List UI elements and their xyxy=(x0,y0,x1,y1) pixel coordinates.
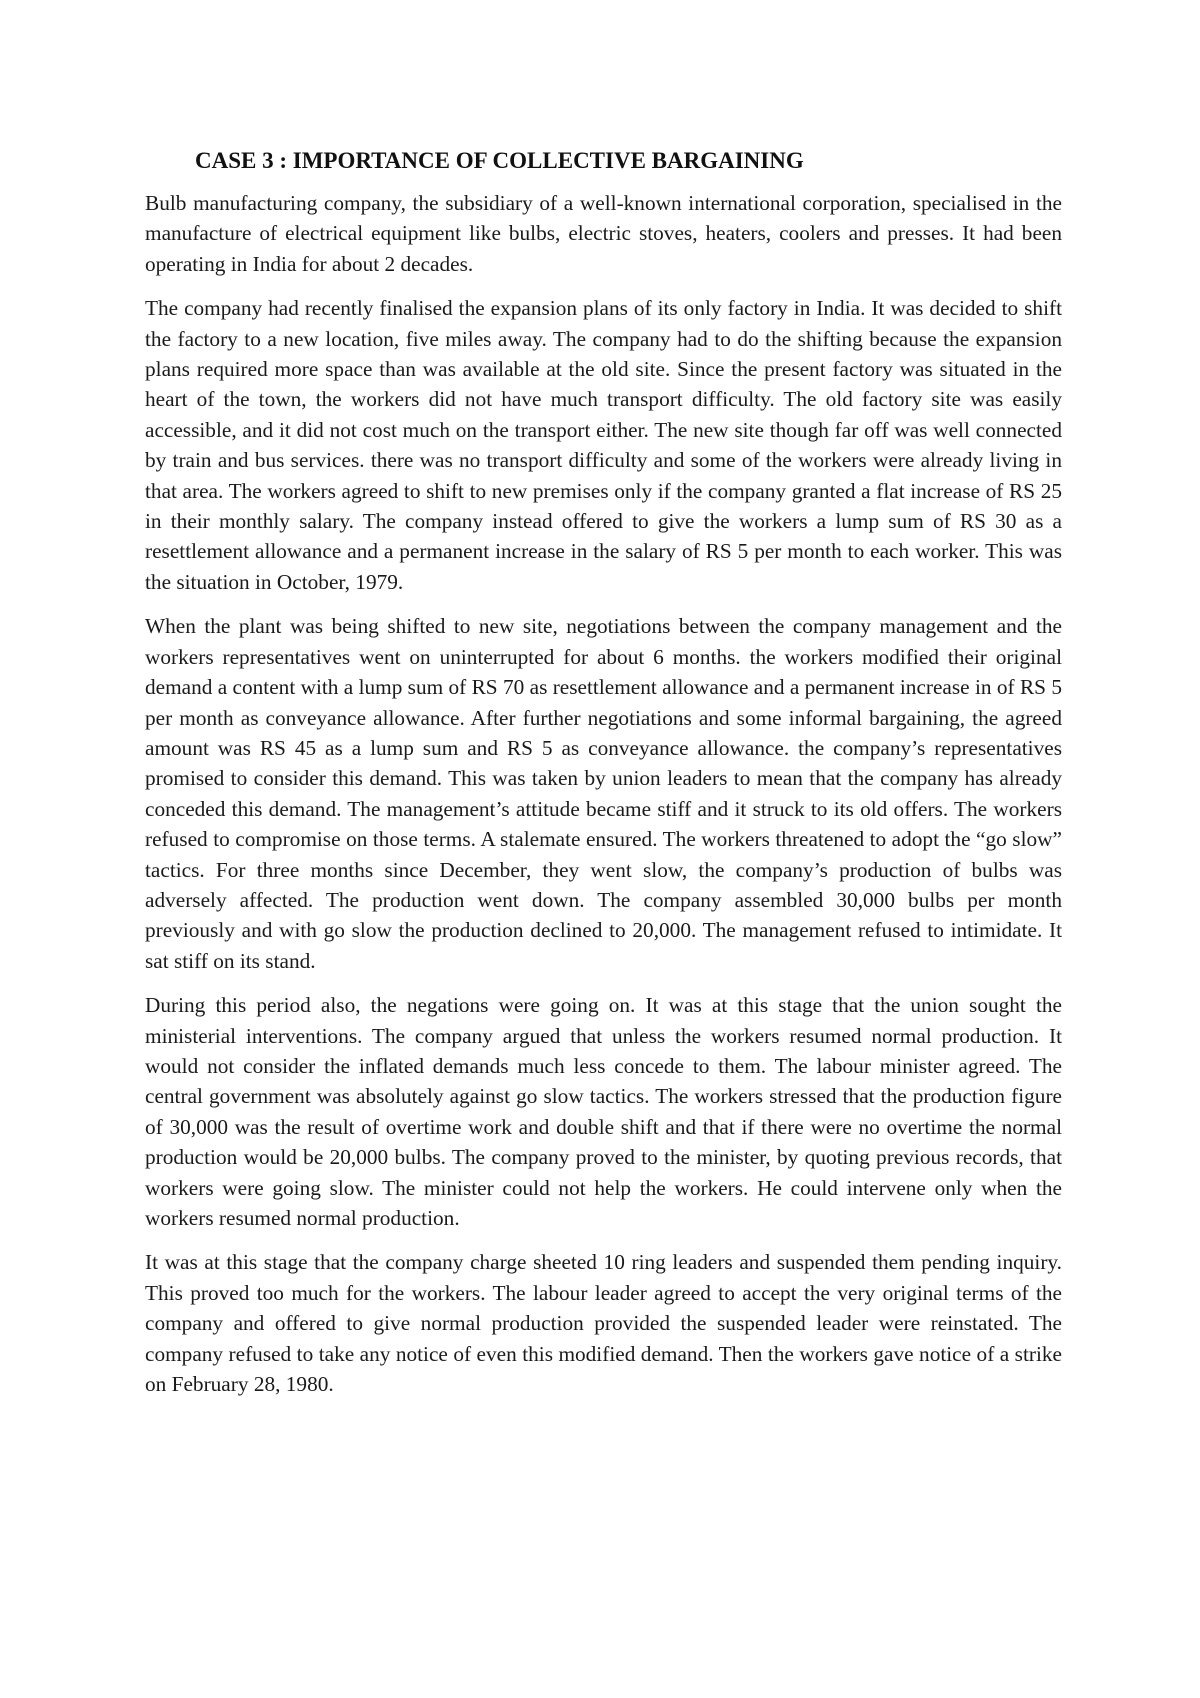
document-body xyxy=(145,146,1062,1413)
paragraph-expansion-plans: The company had recently finalised the expansion plans of its only factory in India. It was decided to shift the factory to a new location, five miles away. The company had to do the shifting because the expansion plans required more space than was available at the old site. Since the present factory was situated in the heart of the town, the workers did not have much transport difficulty. The old factory site was easily accessible, and it did not cost much on the transport either. The new site though far off was well connected by train and bus services. there was no transport difficulty and some of the workers were already living in that area. The workers agreed to shift to new premises only if the company granted a flat increase of RS 25 in their monthly salary. The company instead offered to give the workers a lump sum of RS 30 as a resettlement allowance and a permanent increase in the salary of RS 5 per month to each worker. This was the situation in October, 1979. xyxy=(145,296,1062,594)
paragraph-company-intro: Bulb manufacturing company, the subsidiary of a well-known international corporation, specialised in the manufacture of electrical equipment like bulbs, electric stoves, heaters, coolers and presses. It had been operating in India for about 2 decades. xyxy=(145,191,1062,276)
paragraph-strike-notice: It was at this stage that the company charge sheeted 10 ring leaders and suspended them pending inquiry. This proved too much for the workers. The labour leader agreed to accept the very original terms of the company and offered to give normal production provided the suspended leader were reinstated. The company refused to take any notice of even this modified demand. Then the workers gave notice of a strike on February 28, 1980. xyxy=(145,1250,1062,1397)
case-title: CASE 3 : IMPORTANCE OF COLLECTIVE BARGAINING xyxy=(195,148,804,173)
paragraph-negotiations: When the plant was being shifted to new site, negotiations between the company management and the workers representatives went on uninterrupted for about 6 months. the workers modified their original demand a content with a lump sum of RS 70 as resettlement allowance and a permanent increase in of RS 5 per month as conveyance allowance. After further negotiations and some informal bargaining, the agreed amount was RS 45 as a lump sum and RS 5 as conveyance allowance. the company’s representatives promised to consider this demand. This was taken by union leaders to mean that the company has already conceded this demand. The management’s attitude became stiff and it struck to its old offers. The workers refused to compromise on those terms. A stalemate ensured. The workers threatened to adopt the “go slow” tactics. For three months since December, they went slow, the company’s production of bulbs was adversely affected. The production went down. The company assembled 30,000 bulbs per month previously and with go slow the production declined to 20,000. The management refused to intimidate. It sat stiff on its stand. xyxy=(145,614,1062,973)
paragraph-ministerial-intervention: During this period also, the negations were going on. It was at this stage that the union sought the ministerial interventions. The company argued that unless the workers resumed normal production. It would not consider the inflated demands much less concede to them. The labour minister agreed. The central government was absolutely against go slow tactics. The workers stressed that the production figure of 30,000 was the result of overtime work and double shift and that if there were no overtime the normal production would be 20,000 bulbs. The company proved to the minister, by quoting previous records, that workers were going slow. The minister could not help the workers. He could intervene only when the workers resumed normal production. xyxy=(145,993,1062,1230)
